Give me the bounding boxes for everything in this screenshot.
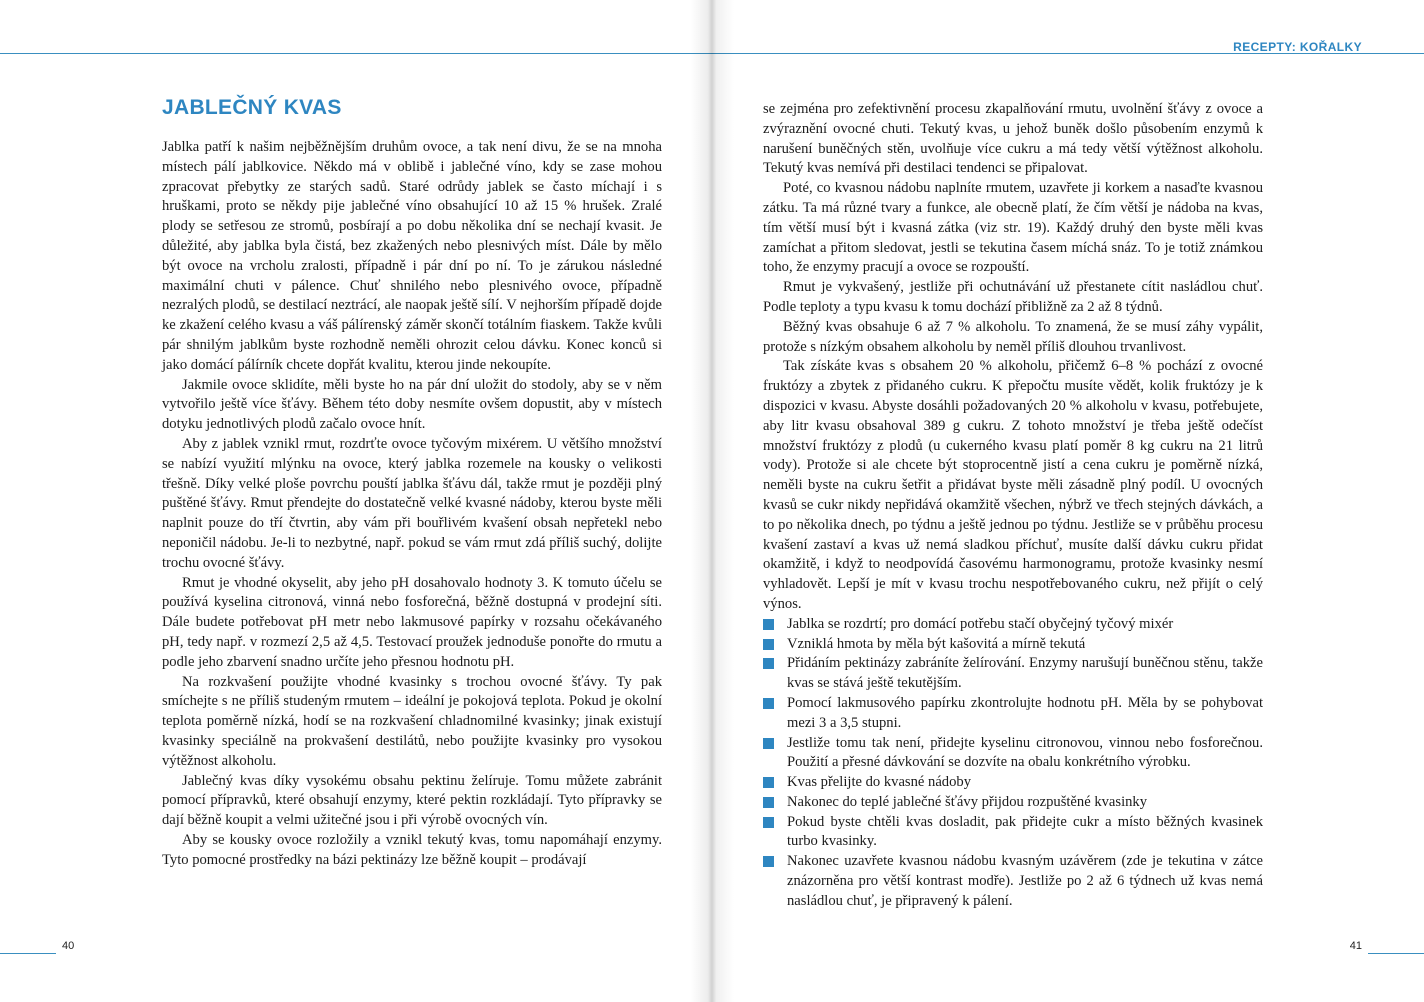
square-bullet-icon	[763, 856, 774, 867]
paragraph: Tak získáte kvas s obsahem 20 % alkoholu, přičemž 6–8 % pochází z ovocné fruktózy a zbytek z přidaného cukru. K přepočtu musíte vědět, kolik fruktózy je k dispozici v kvasu. Abyste dosáhli požadovaných 20 % alkoholu v kvasu, potřebujete, aby litr kvasu obsahoval 389 g cukru. Z tohoto množství je třeba ještě odečíst množství fruktózy z plodů (u cukerného kvasu platí poměr 8 kg cukru na 21 litrů vody). Protože si ale chcete být stoprocentně jistí a cena cukru je poměrně nízká, neměli byste na cukru šetřit a přidávat byste měli zásadně plný podíl. U ovocných kvasů se cukr nikdy nepřidává okamžitě všechen, nýbrž ve třech stejných dávkách, a to po několika dnech, po týdnu a ještě jednou po týdnu. Jestliže se v průběhu procesu kvašení zastaví a kvas už nemá sladkou příchuť, musíte další dávku cukru přidat okamžitě, i když to neodpovídá časovému harmonogramu, protože kvasinky nesmí vyhladovět. Lepší je mít v kvasu trochu nespotřebovaného cukru, než přijít o celý výnos.	[763, 358, 1263, 612]
list-item: Nakonec uzavřete kvasnou nádobu kvasným uzávěrem (zde je tekutina v zátce znázorněna pro větší kontrast modře). Jestliže po 2 až 6 týdnech už kvas nemá nasládlou chuť, je připravený k pálení.	[763, 852, 1263, 911]
square-bullet-icon	[763, 639, 774, 650]
list-item: Pokud byste chtěli kvas dosladit, pak přidejte cukr a místo běžných kvasinek turbo kvasinky.	[763, 813, 1263, 853]
paragraph: Rmut je vhodné okyselit, aby jeho pH dosahovalo hodnoty 3. K tomuto účelu se používá kyselina citronová, vinná nebo fosforečná, běžně dostupná v prodejní síti. Dále budete potřebovat pH metr nebo lakmusové papírky v rozsahu očekávaného pH, tedy např. v rozmezí 2,5 až 4,5. Testovací proužek jednoduše ponořte do rmutu a podle jeho zbarvení snadno určíte jeho přesnou hodnotu pH.	[162, 574, 662, 670]
square-bullet-icon	[763, 698, 774, 709]
paragraph: Běžný kvas obsahuje 6 až 7 % alkoholu. To znamená, že se musí záhy vypálit, protože s nízkým obsahem alkoholu by neměl příliš dlouhou trvanlivost.	[763, 318, 1263, 355]
top-rule-left	[0, 53, 712, 54]
list-item: Kvas přelijte do kvasné nádoby	[763, 773, 1263, 793]
right-column	[763, 100, 1263, 912]
folio-rule-right	[1368, 953, 1424, 954]
right-page	[712, 0, 1424, 1002]
paragraph: Aby z jablek vznikl rmut, rozdrťte ovoce tyčovým mixérem. U většího množství se nabízí využití mlýnku na ovoce, který jablka rozemele na kousky o velikosti třešně. Díky velké ploše povrchu pouští jablka šťávu dál, takže rmut je později plný puštěné šťávy. Rmut přendejte do dostatečně velké kvasné nádoby, kterou byste měli naplnit pouze do tří čtvrtin, aby vám při bouřlivém kvašení obsah nepřetekl nebo neponičil nádobu. Je-li to nezbytné, např. pokud se vám rmut zdá příliš suchý, dolijte trochu ovocné šťávy.	[162, 435, 662, 571]
page-number-left: 40	[62, 940, 75, 952]
list-item: Přidáním pektinázy zabráníte želírování. Enzymy narušují buněčnou stěnu, takže kvas se stává ještě tekutějším.	[763, 654, 1263, 694]
list-item: Jablka se rozdrtí; pro domácí potřebu stačí obyčejný tyčový mixér	[763, 615, 1263, 635]
square-bullet-icon	[763, 777, 774, 788]
paragraph: Poté, co kvasnou nádobu naplníte rmutem, uzavřete ji korkem a nasaďte kvasnou zátku. Ta má různé tvary a funkce, ale obecně platí, že čím větší je nádoba na kvas, tím větší musí být i kvasná zátka (viz str. 19). Každý druhý den byste měli kvas zamíchat a přitom sledovat, jestli se tekutina časem míchá snáz. To je totiž známkou toho, že enzymy pracují a ovoce se rozpouští.	[763, 180, 1263, 276]
square-bullet-icon	[763, 738, 774, 749]
paragraph: Jablečný kvas díky vysokému obsahu pektinu želíruje. Tomu můžete zabránit pomocí přípravků, které obsahují enzymy, které pektin rozkládají. Tyto přípravky se dají běžně koupit a velmi užitečné jsou i při výrobě ovocných vín.	[162, 772, 662, 829]
article-title: JABLEČNÝ KVAS	[162, 96, 342, 119]
list-item: Jestliže tomu tak není, přidejte kyselinu citronovou, vinnou nebo fosforečnou. Použití a přesné dávkování se dozvíte na obalu konkrétního výrobku.	[763, 734, 1263, 774]
square-bullet-icon	[763, 817, 774, 828]
list-item: Pomocí lakmusového papírku zkontrolujte hodnotu pH. Měla by se pohybovat mezi 3 a 3,5 stupni.	[763, 694, 1263, 734]
paragraph: Jakmile ovoce sklidíte, měli byste ho na pár dní uložit do stodoly, aby se v něm vytvořilo ještě více šťávy. Během této doby nesmíte ovšem dopustit, aby v místech dotyku jednotlivých plodů začalo ovoce hnít.	[162, 376, 662, 433]
square-bullet-icon	[763, 619, 774, 630]
paragraph: Na rozkvašení použijte vhodné kvasinky s trochou ovocné šťávy. Ty pak smíchejte s ne příliš studeným rmutem – ideální je pokojová teplota. Pokud je okolní teplota poměrně nízká, hodí se na rozkvašení chladnomilné kvasinky; jinak existují kvasinky speciálně na prokvašení destilátů, nebo použijte kvasinky pro vysokou výtěžnost alkoholu.	[162, 673, 662, 769]
list-item: Vzniklá hmota by měla být kašovitá a mírně tekutá	[763, 635, 1263, 655]
page-number-right: 41	[1349, 940, 1362, 952]
square-bullet-icon	[763, 797, 774, 808]
steps-list	[763, 615, 1263, 912]
paragraph: Jablka patří k našim nejběžnějším druhům ovoce, a tak není divu, že se na mnoha místech pálí jablkovice. Někdo má v oblibě i jablečné víno, kdy se zase mohou zpracovat přebytky ze starých sadů. Staré odrůdy jablek se často míchají i s hruškami, proto se někdy pije jablečné víno obsahující 10 až 15 % hrušek. Zralé plody se setřesou ze stromů, posbírají a po dobu několika dní se nechají kvasit. Je důležité, aby jablka byla čistá, bez zkažených nebo plesnivých míst. Dále by mělo být ovoce na vrcholu zralosti, případně i pár dní po ní. To je zárukou následné maximální chuti v pálence. Chuť shnilého nebo plesnivého ovoce, případně nezralých plodů, se destilací neztrácí, ale naopak ještě sílí. V nejhorším případě dojde ke zkažení celého kvasu a váš pálírenský záměr skončí totálním fiaskem. Takže kvůli pár shnilým jablkům byste rozhodně neměli ohrozit celou dávku. Konec konců si jako domácí pálírník chcete dopřát kvalitu, kterou jinde nekoupíte.	[162, 139, 662, 373]
paragraph: Rmut je vykvašený, jestliže při ochutnávání už přestanete cítit nasládlou chuť. Podle teploty a typu kvasu k tomu dochází přibližně za 2 až 8 týdnů.	[763, 279, 1263, 315]
paragraph: Aby se kousky ovoce rozložily a vznikl tekutý kvas, tomu napomáhají enzymy. Tyto pomocné prostředky na bázi pektinázy lze běžně koupit – prodávají	[162, 831, 662, 868]
paragraph: se zejména pro zefektivnění procesu zkapalňování rmutu, uvolnění šťávy z ovoce a zvýraznění ovocné chuti. Tekutý kvas, u jehož buněk došlo působením enzymů k narušení buněčných stěn, uvolňuje více cukru a má tedy větší výtěžnost alkoholu. Tekutý kvas nemívá při destilaci tendenci se připalovat.	[763, 101, 1263, 177]
left-column	[162, 96, 662, 870]
running-head: RECEPTY: KOŘALKY	[1233, 40, 1362, 54]
list-item: Nakonec do teplé jablečné šťávy přijdou rozpuštěné kvasinky	[763, 793, 1263, 813]
folio-rule-left	[0, 953, 56, 954]
square-bullet-icon	[763, 658, 774, 669]
